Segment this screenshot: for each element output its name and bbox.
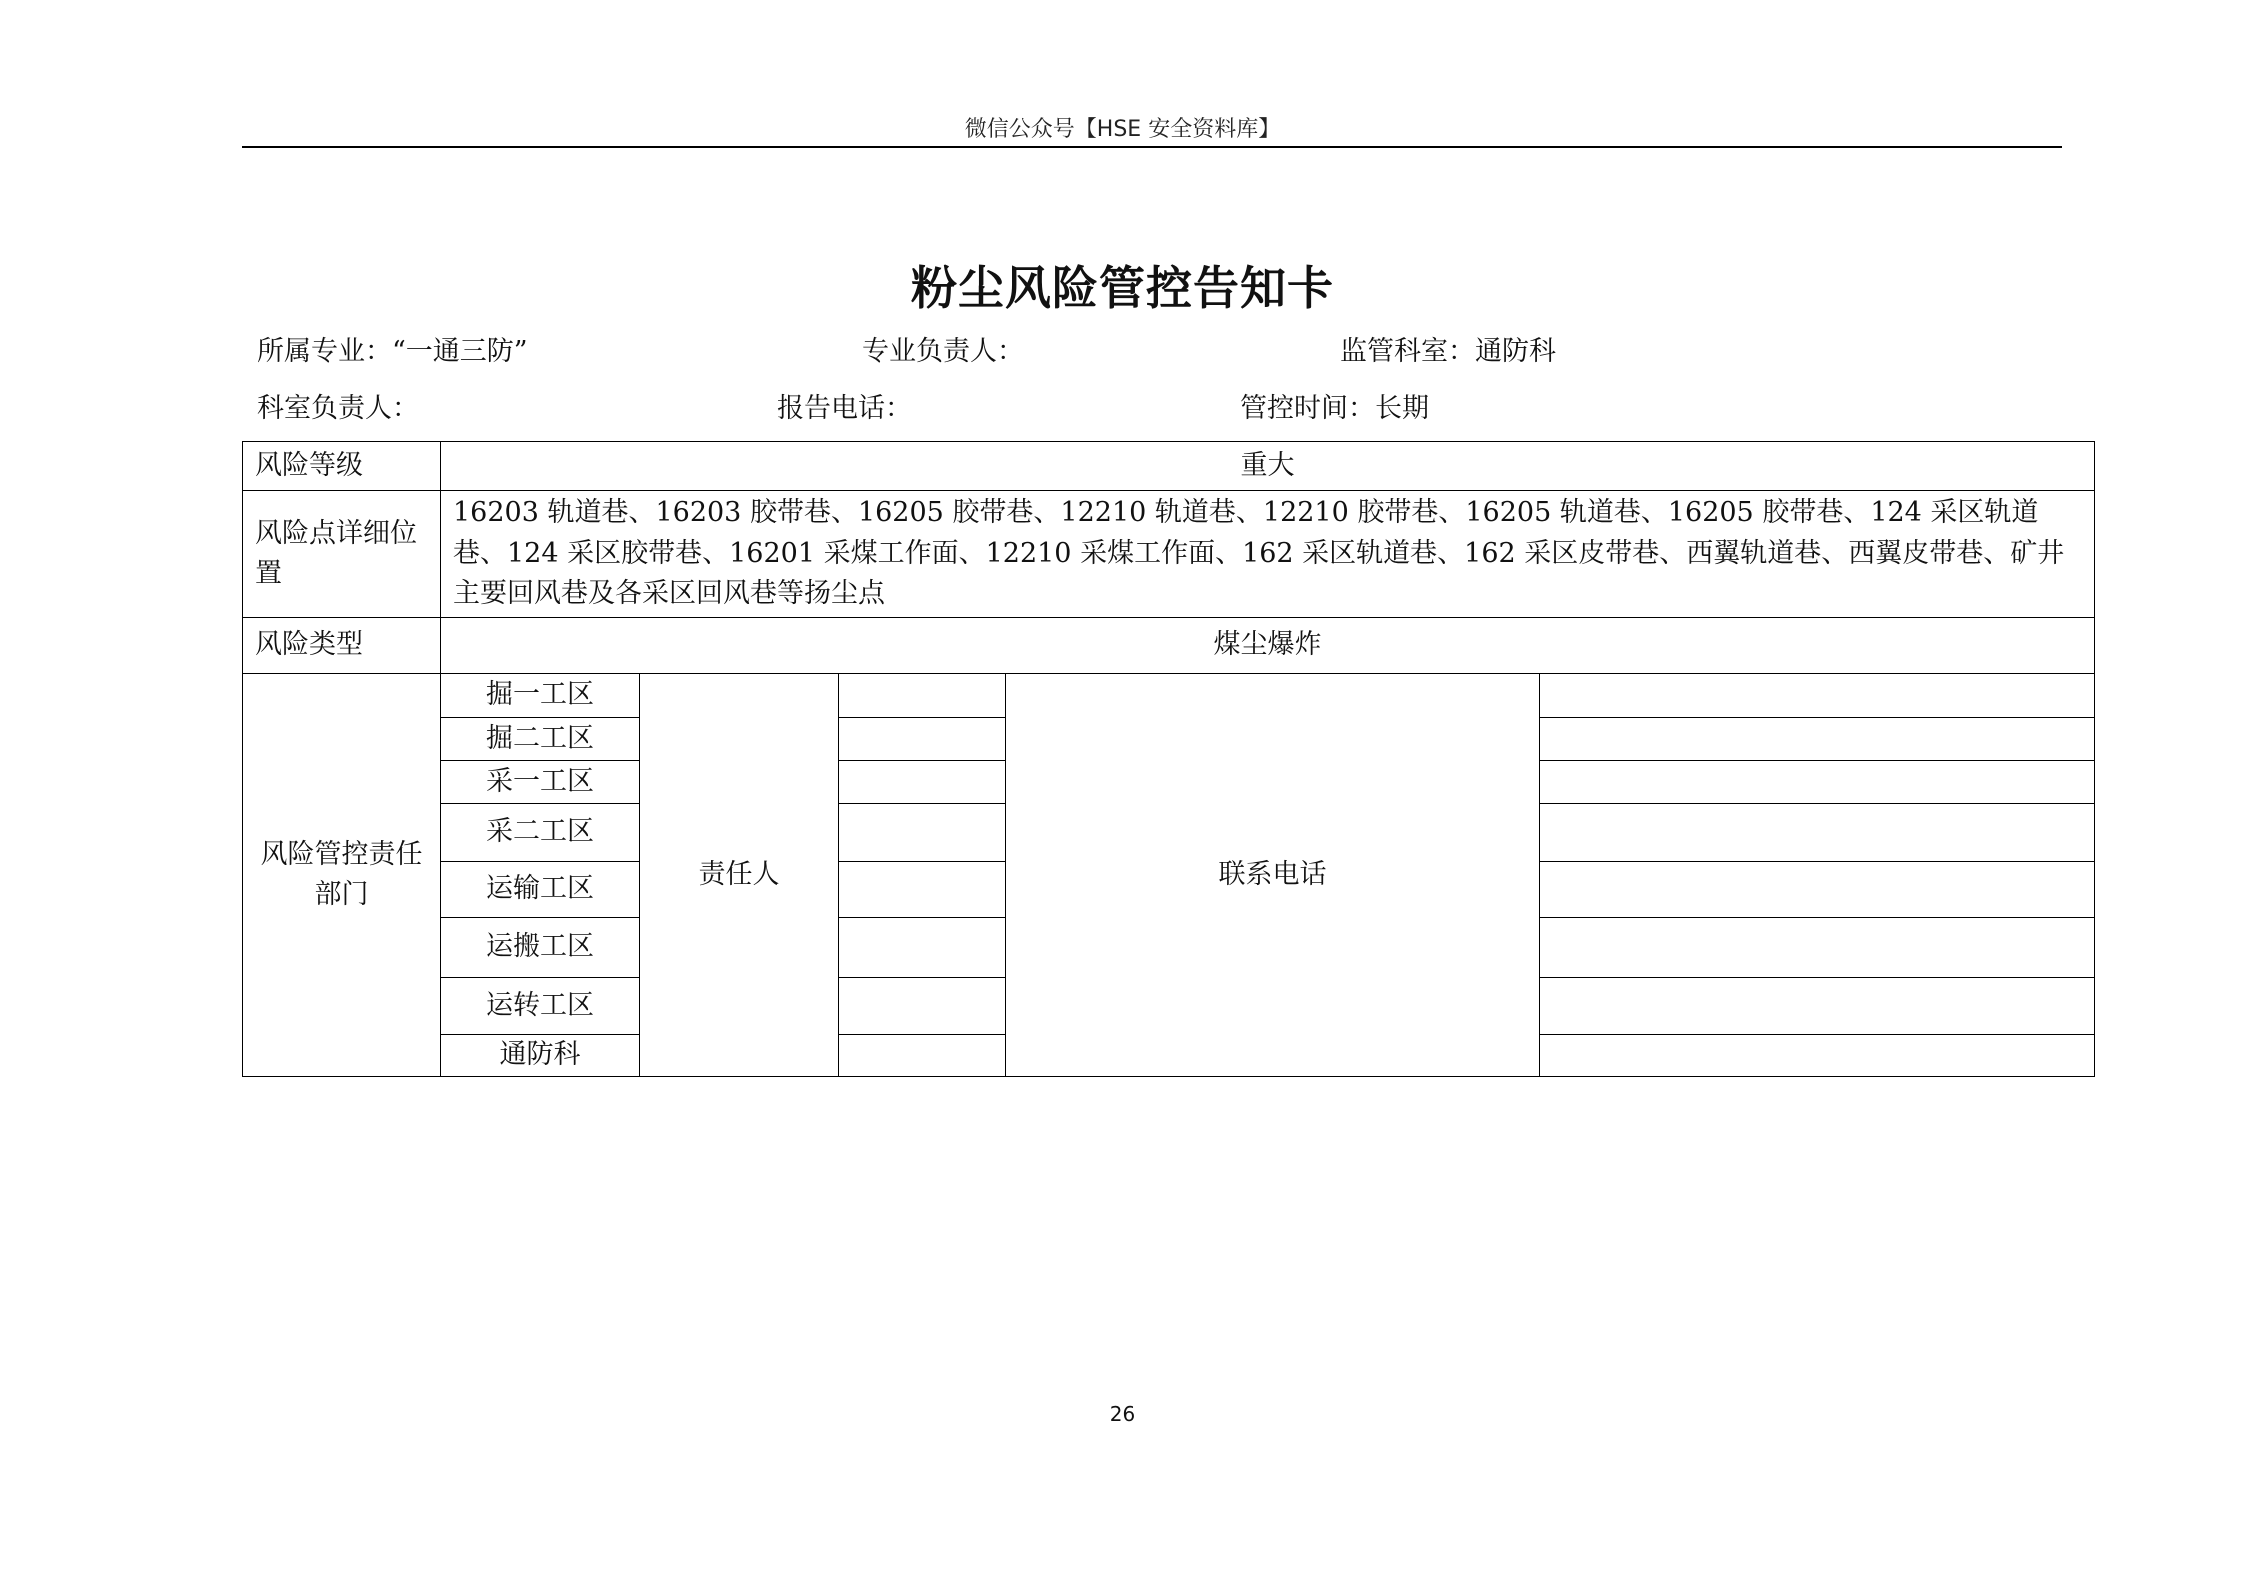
page-number: 26 bbox=[1109, 1402, 1136, 1426]
dept-name: 通防科 bbox=[441, 1035, 640, 1077]
responsible-label: 责任人 bbox=[640, 674, 839, 1077]
responsible-cell bbox=[839, 718, 1006, 761]
meta-report-phone: 报告电话： bbox=[777, 393, 912, 424]
location-value: 16203 轨道巷、16203 胶带巷、16205 胶带巷、12210 轨道巷、12210 胶带巷、16205 轨道巷、16205 胶带巷、124 采区轨道巷、124 采区胶带巷、16201 采煤工作面、12210 采煤工作面、162 采区轨道巷、162 采区皮带巷、西翼轨道巷、西翼皮带巷、矿井主要回风巷及各采区回风巷等扬尘点 bbox=[441, 491, 2095, 618]
row-risk-type bbox=[243, 618, 2095, 674]
dept-name: 掘二工区 bbox=[441, 718, 640, 761]
phone-cell bbox=[1540, 761, 2095, 804]
meta-supervising-dept: 监管科室：通防科 bbox=[1340, 336, 1556, 367]
meta-control-period: 管控时间：长期 bbox=[1240, 393, 1429, 424]
row-risk-level bbox=[243, 442, 2095, 491]
location-label: 风险点详细位置 bbox=[243, 491, 441, 618]
dept-name: 掘一工区 bbox=[441, 674, 640, 718]
phone-cell bbox=[1540, 978, 2095, 1035]
card-title: 粉尘风险管控告知卡 bbox=[911, 261, 1334, 315]
row-location bbox=[243, 491, 2095, 618]
meta-dept-lead: 科室负责人： bbox=[257, 393, 419, 424]
phone-label: 联系电话 bbox=[1006, 674, 1540, 1077]
responsible-cell bbox=[839, 761, 1006, 804]
dept-name: 运搬工区 bbox=[441, 918, 640, 978]
dept-row bbox=[243, 674, 2095, 718]
responsible-cell bbox=[839, 1035, 1006, 1077]
dept-label: 风险管控责任部门 bbox=[243, 674, 441, 1077]
dept-name: 采二工区 bbox=[441, 804, 640, 862]
responsible-cell bbox=[839, 918, 1006, 978]
dept-name: 运转工区 bbox=[441, 978, 640, 1035]
phone-cell bbox=[1540, 862, 2095, 918]
responsible-cell bbox=[839, 804, 1006, 862]
risk-level-label: 风险等级 bbox=[243, 442, 441, 491]
responsible-cell bbox=[839, 674, 1006, 718]
header-rule bbox=[242, 146, 2062, 148]
risk-card-table bbox=[242, 441, 2095, 1077]
risk-type-value: 煤尘爆炸 bbox=[441, 618, 2095, 674]
responsible-cell bbox=[839, 978, 1006, 1035]
meta-specialty-lead: 专业负责人： bbox=[862, 336, 1024, 367]
phone-cell bbox=[1540, 804, 2095, 862]
phone-cell bbox=[1540, 674, 2095, 718]
phone-cell bbox=[1540, 1035, 2095, 1077]
phone-cell bbox=[1540, 718, 2095, 761]
phone-cell bbox=[1540, 918, 2095, 978]
risk-level-value: 重大 bbox=[441, 442, 2095, 491]
dept-name: 运输工区 bbox=[441, 862, 640, 918]
dept-name: 采一工区 bbox=[441, 761, 640, 804]
risk-type-label: 风险类型 bbox=[243, 618, 441, 674]
responsible-cell bbox=[839, 862, 1006, 918]
meta-specialty: 所属专业：“一通三防” bbox=[257, 336, 528, 367]
page-header: 微信公众号【HSE 安全资料库】 bbox=[964, 117, 1281, 142]
